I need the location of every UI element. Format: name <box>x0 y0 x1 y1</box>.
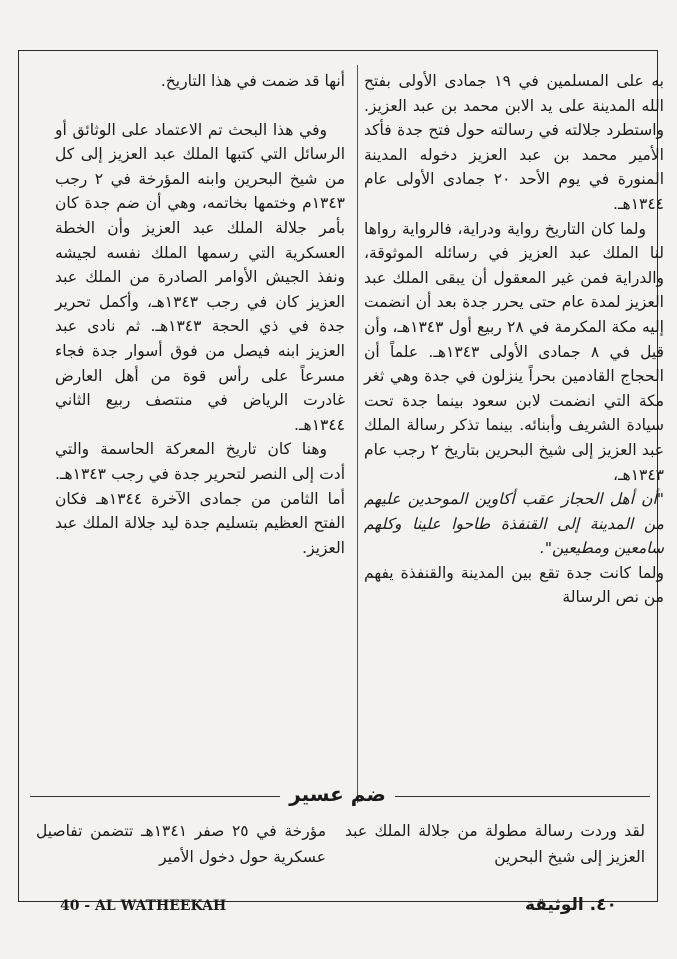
paragraph: أنها قد ضمت في هذا التاريخ. <box>160 72 345 90</box>
paragraph: وفي هذا البحث تم الاعتماد على الوثائق أو الرسائل التي كتبها الملك عبد العزيز إلى كل من شيخ البحرين وابنه المؤرخة في ٢ رجب ١٣٤٣م وختمها بخاتمه، وهي أن ضم جدة كان بأمر جلالة الملك عبد العزيز وأن الخطة العسكرية التي رسمها الملك نفسه لجيشه ونفذ الجيش الأوامر الصادرة من الملك عبد العزيز كان في رجب ١٣٤٣هـ، وأكمل تحرير جدة في ذي الحجة ١٣٤٣هـ. ثم نادى عبد العزيز ابنه فيصل من فوق أسوار جدة فجاء مسرعاً على رأس قوة من أهل العارض غادرت الرياض في منتصف ربيع الثاني ١٣٤٤هـ. <box>55 120 346 434</box>
right-column <box>364 69 664 610</box>
paragraph: ولما كان التاريخ رواية ودراية، فالرواية رواها لنا الملك عبد العزيز في رسائله الموثوقة، والدراية فمن غير المعقول أن يبقى الملك عبد العزيز لمدة عام حتى يحرر جدة بعد أن انضمت إليه مكة المكرمة في ٢٨ ربيع أول ١٣٤٣هـ، وأن قيل في ٨ جمادى الأولى ١٣٤٣هـ. علماً أن الحجاج القادمين بحراً ينزلون في جدة وهي ثغر مكة التي انضمت لابن سعود بينما جدة تحت سيادة الشريف وأبنائه. بينما تذكر رسالة الملك عبد العزيز إلى شيخ البحرين بتاريخ ٢ رجب عام ١٣٤٣هـ، <box>364 219 664 484</box>
column-divider <box>357 65 358 803</box>
paragraph: لقد وردت رسالة مطولة من جلالة الملك عبد العزيز إلى شيخ البحرين <box>345 822 645 866</box>
bottom-left-text <box>36 818 326 870</box>
left-column <box>55 69 345 560</box>
paragraph: به على المسلمين في ١٩ جمادى الأولى بفتح الله المدينة على يد الابن محمد بن عبد العزيز. واستطرد جلالته في رسالته حول فتح جدة فأكد الأمير محمد بن عبد العزيز دخوله المدينة المنورة في يوم الأحد ٢٠ جمادى الأولى عام ١٣٤٤هـ. <box>364 72 665 213</box>
quote: "أن أهل الحجاز عقب أكاوين الموحدين عليهم من المدينة إلى القنفذة طاحوا علينا وكلهم سامعين ومطيعين". <box>364 490 664 558</box>
paragraph: ولما كانت جدة تقع بين المدينة والقنفذة يفهم من نص الرسالة <box>364 563 664 607</box>
page-footer-arabic: ٤٠. الوثيقة <box>525 895 617 915</box>
bottom-right-text <box>345 818 645 870</box>
paragraph: وهنا كان تاريخ المعركة الحاسمة والتي أدت إلى النصر لتحرير جدة في رجب ١٣٤٣هـ. أما الثامن من جمادى الآخرة ١٣٤٤هـ فكان الفتح العظيم بتسليم جدة ليد جلالة الملك عبد العزيز. <box>55 440 345 557</box>
section-rule <box>395 796 650 797</box>
section-rule <box>30 796 280 797</box>
paragraph: مؤرخة في ٢٥ صفر ١٣٤١هـ تتضمن تفاصيل عسكرية حول دخول الأمير <box>36 822 326 866</box>
page-frame <box>18 50 665 902</box>
section-title: ضم عسير <box>289 782 386 806</box>
page-footer-latin: 40 - AL WATHEEKAH <box>60 898 227 914</box>
